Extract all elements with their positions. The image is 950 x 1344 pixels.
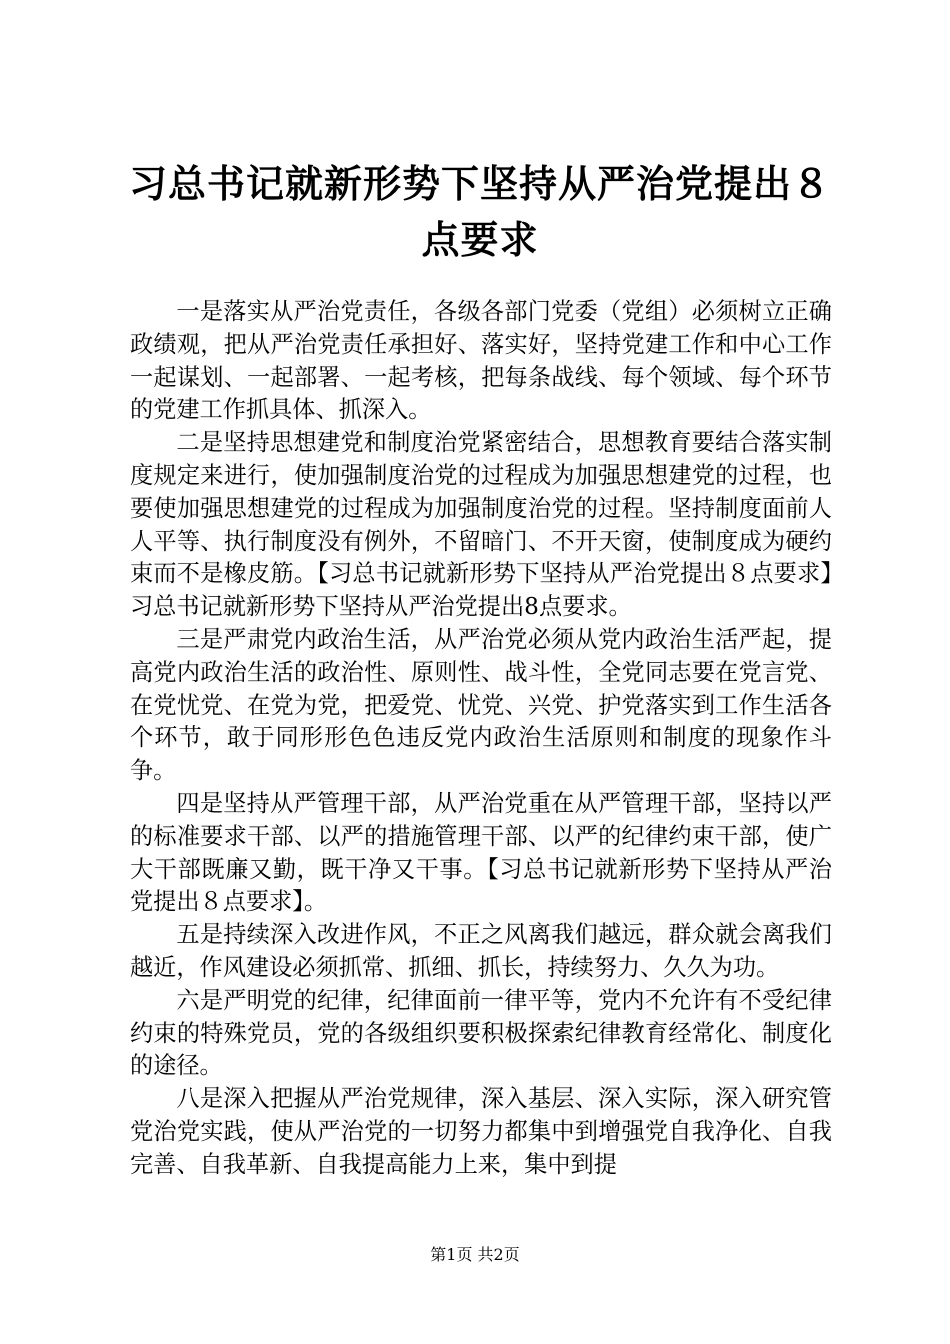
paragraph-1: 一是落实从严治党责任，各级各部门党委（党组）必须树立正确政绩观，把从严治党责任承担好、落实好，坚持党建工作和中心工作一起谋划、一起部署、一起考核，把每条战线、每个领域、每个环节的党建工作抓具体、抓深入。: [130, 298, 832, 424]
document-title: 习总书记就新形势下坚持从严治党提出８点要求: [128, 161, 831, 262]
page-footer: 第1页 共2页: [430, 1245, 520, 1264]
paragraph-5: 五是持续深入改进作风，不正之风离我们越远，群众就会离我们越近，作风建设必须抓常、抓细、抓长，持续努力、久久为功。: [130, 921, 832, 981]
paragraph-4: 四是坚持从严管理干部，从严治党重在从严管理干部，坚持以严的标准要求干部、以严的措施管理干部、以严的纪律约束干部，使广大干部既廉又勤，既干净又干事。【习总书记就新形势下坚持从严治党提出８点要求】。: [130, 789, 832, 916]
paragraph-7: 八是深入把握从严治党规律，深入基层、深入实际，深入研究管党治党实践，使从严治党的一切努力都集中到增强党自我净化、自我完善、自我革新、自我提高能力上来，集中到提: [130, 1085, 832, 1178]
paragraph-2: 二是坚持思想建党和制度治党紧密结合，思想教育要结合落实制度规定来进行，使加强制度治党的过程成为加强思想建党的过程，也要使加强思想建党的过程成为加强制度治党的过程。坚持制度面前人人平等、执行制度没有例外，不留暗门、不开天窗，使制度成为硬约束而不是橡皮筋。【习总书记就新形势下坚持从严治党提出８点要求】习总书记就新形势下坚持从严治党提出8点要求。: [130, 429, 832, 621]
paragraph-6: 六是严明党的纪律，纪律面前一律平等，党内不允许有不受纪律约束的特殊党员，党的各级组织要积极探索纪律教育经常化、制度化的途径。: [130, 986, 832, 1080]
paragraph-3: 三是严肃党内政治生活，从严治党必须从党内政治生活严起，提高党内政治生活的政治性、原则性、战斗性，全党同志要在党言党、在党忧党、在党为党，把爱党、忧党、兴党、护党落实到工作生活各个环节，敢于同形形色色违反党内政治生活原则和制度的现象作斗争。: [130, 625, 832, 785]
document-body: [130, 296, 832, 1182]
